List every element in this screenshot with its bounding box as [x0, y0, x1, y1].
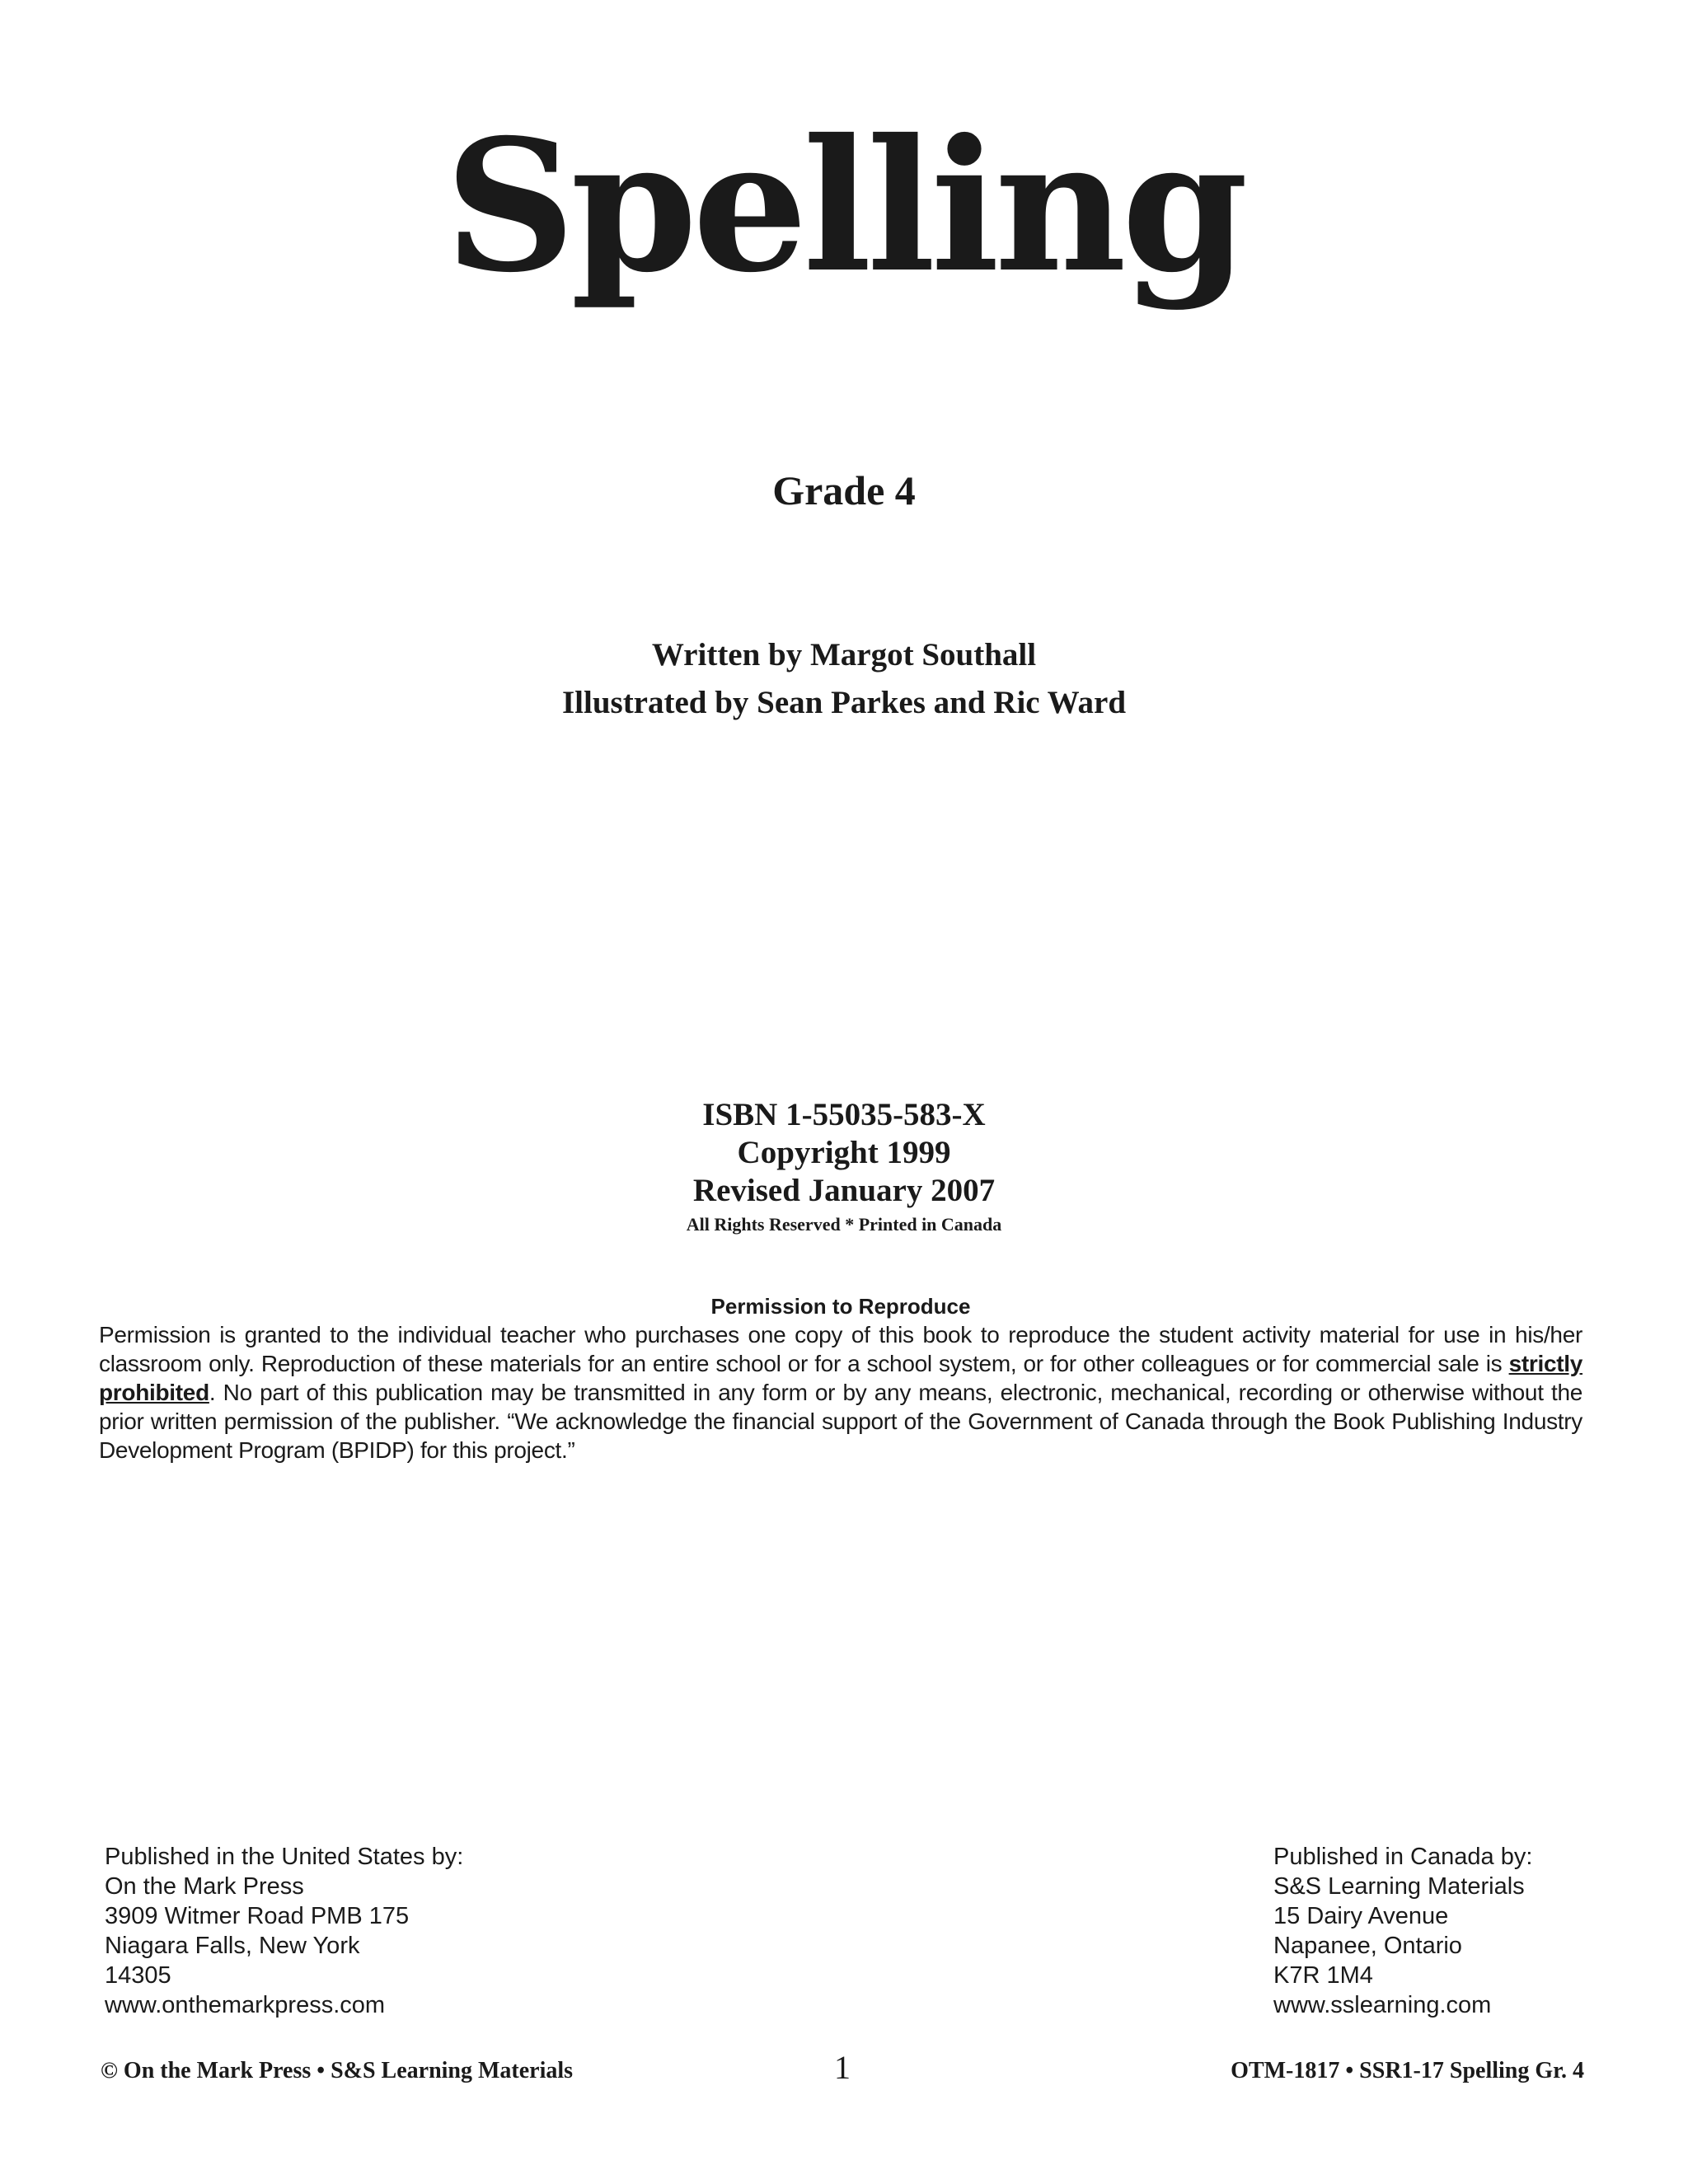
publisher-us-city: Niagara Falls, New York [105, 1933, 360, 1959]
publisher-ca-city: Napanee, Ontario [1273, 1933, 1462, 1959]
footer-copyright: © On the Mark Press • S&S Learning Materials [101, 2058, 574, 2083]
publisher-us-heading: Published in the United States by: [105, 1844, 464, 1870]
page-footer [101, 2048, 1584, 2089]
book-title: Spelling [444, 99, 1244, 312]
publisher-ca-website: www.sslearning.com [1273, 1992, 1492, 2018]
publisher-us-zip: 14305 [105, 1962, 171, 1989]
permission-text [99, 1320, 1582, 1465]
rights-notice: All Rights Reserved * Printed in Canada [686, 1214, 1002, 1235]
revision-date: Revised January 2007 [692, 1173, 996, 1208]
publisher-ca-heading: Published in Canada by: [1273, 1844, 1533, 1870]
footer-product-code: OTM-1817 • SSR1-17 Spelling Gr. 4 [1231, 2058, 1584, 2083]
publisher-us-name: On the Mark Press [105, 1873, 304, 1900]
permission-heading: Permission to Reproduce [710, 1294, 971, 1319]
illustrator-credit: Illustrated by Sean Parkes and Ric Ward [561, 685, 1127, 720]
author-credit: Written by Margot Southall [651, 637, 1037, 673]
publisher-ca-address [1273, 1842, 1532, 2020]
isbn: ISBN 1-55035-583-X [702, 1097, 986, 1132]
publisher-ca-name: S&S Learning Materials [1273, 1873, 1525, 1900]
permission-section [99, 1292, 1582, 1465]
publisher-ca-postal: K7R 1M4 [1273, 1962, 1373, 1989]
publisher-us-website: www.onthemarkpress.com [105, 1992, 386, 2018]
grade-level: Grade 4 [772, 467, 916, 513]
publisher-ca-street: 15 Dairy Avenue [1273, 1903, 1449, 1929]
publisher-us-street: 3909 Witmer Road PMB 175 [105, 1903, 410, 1929]
permission-text-before: Permission is granted to the individual teacher who purchases one copy of this book to reproduce the student activity material for use in his/her classroom only. Reproduction of these materials for an entire school or for a school system, or for other colleagues or for commercial sale is [99, 1322, 1582, 1376]
permission-text-after: . No part of this publication may be transmitted in any form or by any means, electronic, mechanical, recording or otherwise without the prior written permission of the publisher. “We acknowledge the financial support of the Government of Canada through the Book Publishing Industry Development Program (BPIDP) for this project.” [99, 1380, 1582, 1463]
page-number: 1 [834, 2049, 851, 2086]
permission-emphasis: strictly prohibited [99, 1351, 1582, 1405]
publisher-us-address [105, 1842, 463, 2020]
credits [0, 631, 1688, 727]
copyright-year: Copyright 1999 [737, 1135, 951, 1170]
publication-info [0, 1096, 1688, 1238]
